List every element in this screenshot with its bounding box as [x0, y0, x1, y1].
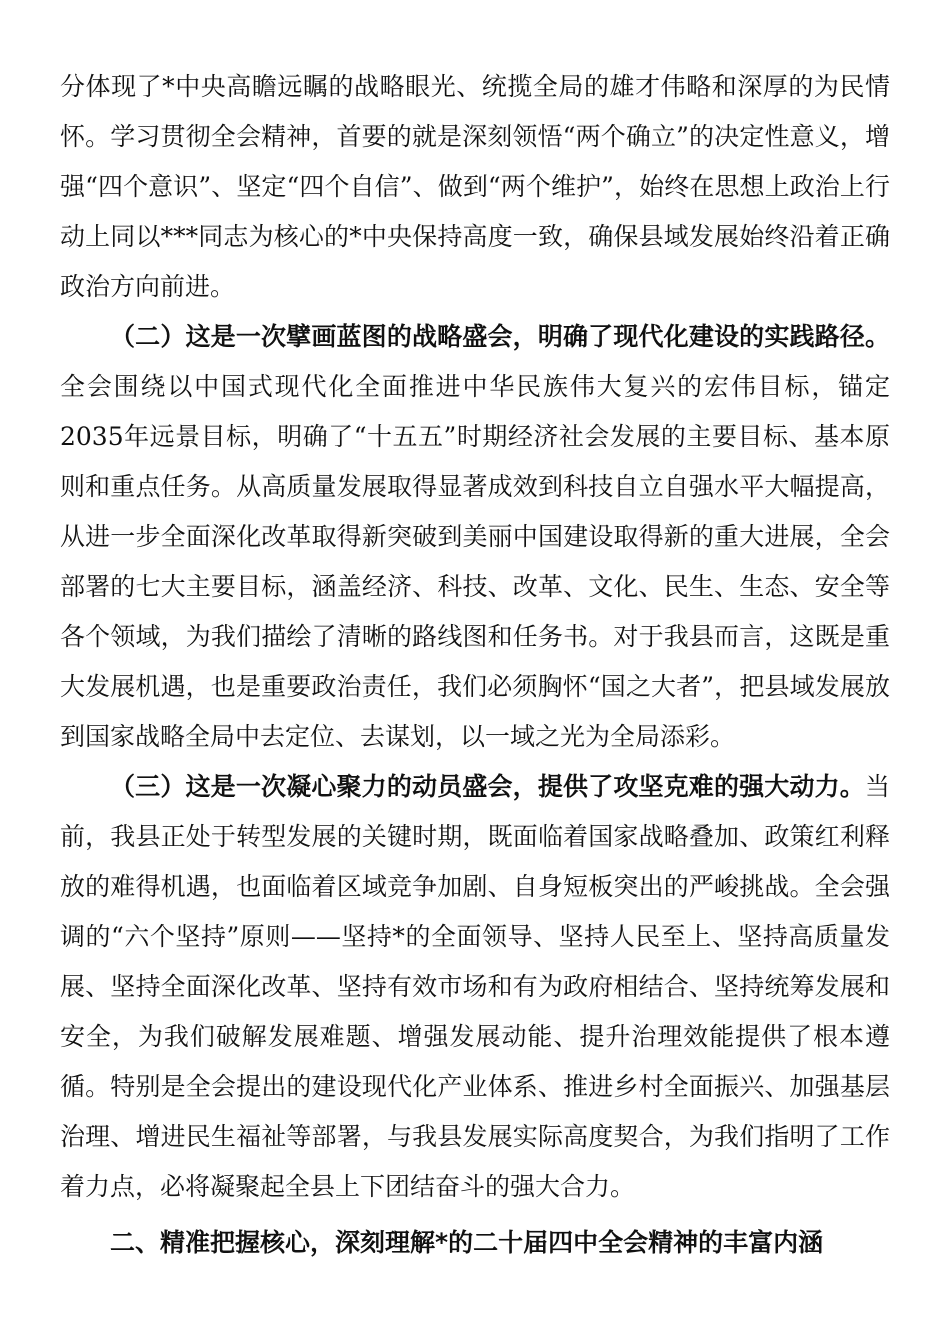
- paragraph-continued: [60, 62, 890, 312]
- paragraph-text: 当前，我县正处于转型发展的关键时期，既面临着国家战略叠加、政策红利释放的难得机遇，也面临着区域竞争加剧、自身短板突出的严峻挑战。全会强调的“六个坚持”原则——坚持*的全面领导、坚持人民至上、坚持高质量发展、坚持全面深化改革、坚持有效市场和有为政府相结合、坚持统筹发展和安全，为我们破解发展难题、增强发展动能、提升治理效能提供了根本遵循。特别是全会提出的建设现代化产业体系、推进乡村全面振兴、加强基层治理、增进民生福祉等部署，与我县发展实际高度契合，为我们指明了工作着力点，必将凝聚起全县上下团结奋斗的强大合力。: [60, 772, 890, 1201]
- paragraph-text: 全会围绕以中国式现代化全面推进中华民族伟大复兴的宏伟目标，锚定2035年远景目标，明确了“十五五”时期经济社会发展的主要目标、基本原则和重点任务。从高质量发展取得显著成效到科技自立自强水平大幅提高，从进一步全面深化改革取得新突破到美丽中国建设取得新的重大进展，全会部署的七大主要目标，涵盖经济、科技、改革、文化、民生、生态、安全等各个领域，为我们描绘了清晰的路线图和任务书。对于我县而言，这既是重大发展机遇，也是重要政治责任，我们必须胸怀“国之大者”，把县域发展放到国家战略全局中去定位、去谋划，以一域之光为全局添彩。: [60, 372, 890, 751]
- paragraph-section-2: [60, 312, 890, 762]
- subsection-heading: （二）这是一次擘画蓝图的战略盛会，明确了现代化建设的实践路径。: [110, 322, 890, 351]
- paragraph-text: 分体现了*中央高瞻远瞩的战略眼光、统揽全局的雄才伟略和深厚的为民情怀。学习贯彻全会精神，首要的就是深刻领悟“两个确立”的决定性意义，增强“四个意识”、坚定“四个自信”、做到“两个维护”，始终在思想上政治上行动上同以***同志为核心的*中央保持高度一致，确保县域发展始终沿着正确政治方向前进。: [60, 72, 890, 301]
- document-body: [60, 62, 890, 1268]
- subsection-heading: （三）这是一次凝心聚力的动员盛会，提供了攻坚克难的强大动力。: [110, 772, 865, 801]
- section-heading: 二、精准把握核心，深刻理解*的二十届四中全会精神的丰富内涵: [110, 1228, 824, 1257]
- paragraph-section-3: [60, 762, 890, 1212]
